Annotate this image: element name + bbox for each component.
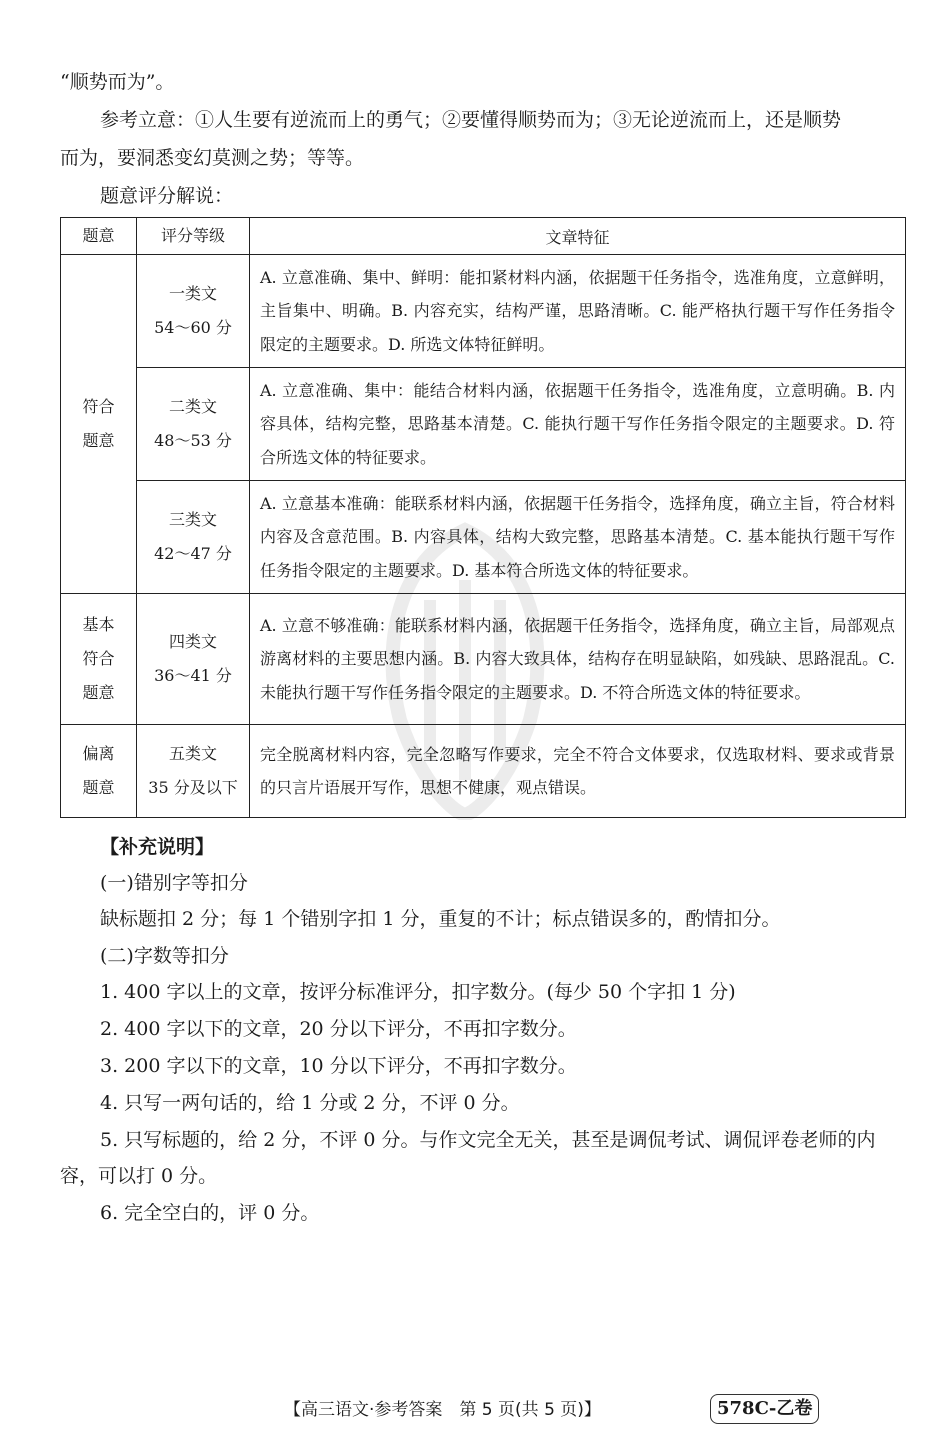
grade-name: 一类文: [168, 284, 217, 303]
grade-name: 三类文: [168, 510, 217, 529]
feature-text: A. 立意不够准确：能联系材料内涵，依据题干任务指令，选择角度，确立主旨，局部观点游离材料的主要思想内涵。B. 内容大致具体，结构存在明显缺陷，如残缺、思路混乱。C. 未能执行题干写作任务指令限定的主题要求。D. 不符合所选文体的特征要求。: [250, 594, 906, 725]
table-header-row: [61, 218, 906, 255]
scoring-table: [60, 217, 906, 818]
header-features: 文章特征: [250, 218, 906, 255]
grade-range: 48～53 分: [154, 431, 232, 450]
feature-text: 完全脱离材料内容，完全忽略写作要求，完全不符合文体要求，仅选取材料、要求或背景的只言片语展开写作，思想不健康，观点错误。: [250, 725, 906, 818]
rule-item-3: 3. 200 字以下的文章，10 分以下评分，不再扣字数分。: [100, 1055, 577, 1077]
supplement-title: 【补充说明】: [100, 836, 215, 858]
intro-quote-line: “顺势而为”。: [60, 71, 175, 93]
grade-cell: [137, 481, 250, 594]
rule-item-1: 1. 400 字以上的文章，按评分标准评分，扣字数分。(每少 50 个字扣 1 分): [100, 981, 736, 1003]
grade-name: 四类文: [168, 632, 217, 651]
feature-text: A. 立意基本准确：能联系材料内涵，依据题干任务指令，选择角度，确立主旨，符合材料内容及含意范围。B. 内容具体，结构大致完整，思路基本清楚。C. 基本能执行题干写作任务指令限定的主题要求。D. 基本符合所选文体的特征要求。: [250, 481, 906, 594]
grade-name: 二类文: [168, 397, 217, 416]
reference-idea-line-2: 而为，要洞悉变幻莫测之势；等等。: [60, 147, 365, 169]
section-wordcount-deduction: (二)字数等扣分: [100, 945, 229, 967]
header-topic: 题意: [61, 218, 137, 255]
rule-item-4: 4. 只写一两句话的，给 1 分或 2 分，不评 0 分。: [100, 1092, 520, 1114]
header-grade: 评分等级: [137, 218, 250, 255]
group-basic: 基本 符合 题意: [61, 594, 137, 725]
rule-item-2: 2. 400 字以下的文章，20 分以下评分，不再扣字数分。: [100, 1018, 577, 1040]
page-footer: 【高三语文·参考答案 第 5 页(共 5 页)】: [284, 1400, 601, 1420]
score-intro-label: 题意评分解说：: [100, 185, 234, 207]
rule-item-5-line-2: 容，可以打 0 分。: [60, 1165, 218, 1187]
table-row: [61, 725, 906, 818]
grade-cell: [137, 255, 250, 368]
paper-code-badge: 578C-乙卷: [710, 1394, 819, 1424]
grade-range: 42～47 分: [154, 544, 232, 563]
grade-name: 五类文: [168, 744, 217, 763]
section-typo-deduction: (一)错别字等扣分: [100, 872, 248, 894]
reference-idea-line-1: 参考立意：①人生要有逆流而上的勇气；②要懂得顺势而为；③无论逆流而上，还是顺势: [100, 109, 842, 131]
feature-text: A. 立意准确、集中、鲜明：能扣紧材料内涵，依据题干任务指令，选准角度，立意鲜明，主旨集中、明确。B. 内容充实，结构严谨，思路清晰。C. 能严格执行题干写作任务指令限定的主题要求。D. 所选文体特征鲜明。: [250, 255, 906, 368]
grade-range: 36～41 分: [154, 666, 232, 685]
feature-text: A. 立意准确、集中：能结合材料内涵，依据题干任务指令，选准角度，立意明确。B. 内容具体，结构完整，思路基本清楚。C. 能执行题干写作任务指令限定的主题要求。D. 符合所选文体的特征要求。: [250, 368, 906, 481]
rule-item-6: 6. 完全空白的，评 0 分。: [100, 1202, 320, 1224]
grade-range: 35 分及以下: [148, 778, 238, 797]
grade-cell: [137, 594, 250, 725]
group-off: 偏离 题意: [61, 725, 137, 818]
grade-cell: [137, 368, 250, 481]
table-row: [61, 255, 906, 368]
typo-deduction-text: 缺标题扣 2 分；每 1 个错别字扣 1 分，重复的不计；标点错误多的，酌情扣分。: [100, 908, 781, 930]
table-row: [61, 368, 906, 481]
group-fit: 符合 题意: [61, 255, 137, 594]
table-row: [61, 481, 906, 594]
grade-cell: [137, 725, 250, 818]
table-row: [61, 594, 906, 725]
grade-range: 54～60 分: [154, 318, 232, 337]
rule-item-5-line-1: 5. 只写标题的，给 2 分，不评 0 分。与作文完全无关，甚至是调侃考试、调侃评卷老师的内: [100, 1129, 876, 1151]
